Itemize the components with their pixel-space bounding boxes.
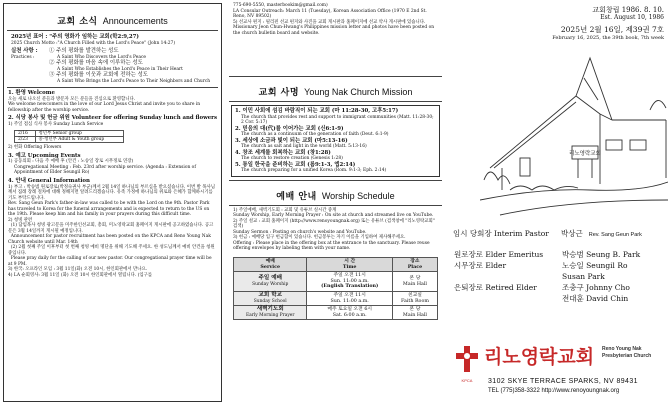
table-row bbox=[234, 306, 438, 320]
mission-title-en: Young Nak Church Mission bbox=[304, 87, 413, 97]
church-sign-text: 리노영락교회 bbox=[569, 151, 601, 157]
mission-ko: 4. 창조 세계를 회복하는 교회 (창1:28) bbox=[235, 149, 331, 156]
schedule-title-ko: 예배 안내 bbox=[276, 191, 317, 202]
mission-en: The church to restore creation (Genesis 1:28) bbox=[241, 156, 343, 162]
service-place bbox=[392, 272, 437, 292]
worship-schedule-table bbox=[233, 257, 438, 320]
header-place-ko: 장소 bbox=[410, 257, 420, 264]
service-name bbox=[234, 306, 307, 320]
service-time-ko: 주일 오전 11시 bbox=[333, 292, 366, 298]
header-time-ko: 시 간 bbox=[344, 257, 356, 264]
service-name-en: Sunday Worship bbox=[252, 281, 289, 287]
service-name bbox=[234, 272, 307, 292]
staff-role bbox=[454, 293, 562, 304]
staff-name: Susan Park bbox=[562, 272, 605, 281]
church-name-en-2: Presbyterian Church bbox=[602, 352, 652, 359]
practice-2-ko: ② 주의 평화를 마음 속에 이루하는 성도 bbox=[49, 60, 143, 67]
announcements-title-en: Announcements bbox=[102, 16, 168, 26]
flower-text: 2) 헌화 Offering Flowers bbox=[8, 145, 62, 151]
usher-heading: 2. 식당 봉사 및 헌금 위원 Volunteer for offering Sunday lunch and flowers bbox=[8, 115, 218, 122]
announcements-column bbox=[0, 0, 225, 407]
kpca-label: KPCA bbox=[461, 378, 473, 383]
service-time bbox=[307, 291, 392, 305]
list-item bbox=[235, 108, 436, 126]
date-cell: 2/23 bbox=[15, 136, 36, 142]
service-place-en: Main Hall bbox=[402, 312, 427, 318]
practice-1 bbox=[49, 48, 218, 60]
mission-en: The church as a continuum of the generation of faith (Deut. 6:1-9) bbox=[241, 132, 389, 138]
practice-3-en: A Saint Who Brings the Lord's Peace to Their Neighbors and Church bbox=[57, 78, 211, 84]
interim-pastor-row bbox=[450, 228, 666, 241]
staff-name: 조충구 Johnny Cho bbox=[562, 283, 630, 292]
practice-2 bbox=[49, 60, 218, 72]
welcome-ko: 오늘 새로 나오신 분들과 방문자 모든 분들을 진심으로 환영합니다. bbox=[8, 96, 136, 102]
staff-role: 은퇴장로 Retired Elder bbox=[454, 283, 537, 292]
group-cell: 청년부 Senior group bbox=[35, 130, 123, 136]
service-name bbox=[234, 291, 307, 305]
date-cell: 2/16 bbox=[15, 130, 36, 136]
service-place-ko: 본 당 bbox=[409, 275, 421, 281]
usher-sub: 1) 주일 점심 식사 봉사 Sunday Lunch Service bbox=[8, 122, 104, 128]
interim-label: 임시 당회장 Interim Pastor bbox=[453, 229, 549, 238]
staff-role: 시무장로 Elder bbox=[454, 261, 507, 270]
announcements-title-ko: 교회 소식 bbox=[57, 17, 98, 27]
service-name-ko: 주일 예배 bbox=[258, 274, 283, 281]
staff-name: 박승범 Seung B. Park bbox=[562, 250, 641, 259]
church-address: 3102 SKYE TERRACE SPARKS, NV 89431 bbox=[488, 378, 638, 385]
mission-heading bbox=[229, 76, 442, 102]
staff-name: 노승일 Seungil Ro bbox=[562, 261, 628, 270]
service-time bbox=[307, 272, 392, 292]
church-name-ko: 리노영락교회 bbox=[484, 346, 595, 368]
mission-en: The church that provides rest and support to immigrant communities (Matt. 11:28-30; 2 Cor. 5:17) bbox=[241, 114, 435, 126]
list-item bbox=[235, 138, 436, 150]
service-place-en: Faith Room bbox=[401, 298, 429, 304]
table-row bbox=[15, 136, 124, 142]
service-time-ko: 주일 오전 11시 bbox=[333, 273, 366, 279]
motto-ko: 2025년 표어 : "주의 영화가 임하는 교회(학2:9,27) bbox=[11, 34, 139, 40]
mission-ko: 5. 통일 한국을 준비하는 교회 (롬9:1-3, 엡2:14) bbox=[235, 161, 356, 168]
header-time bbox=[307, 257, 392, 271]
mission-list bbox=[231, 105, 440, 177]
announcements-heading bbox=[7, 6, 218, 31]
service-place bbox=[392, 306, 437, 320]
staff-row bbox=[450, 293, 666, 304]
practice-3 bbox=[49, 72, 218, 84]
header-time-en: Time bbox=[342, 263, 357, 270]
service-place-ko: 본 당 bbox=[409, 307, 421, 313]
church-building-illustration bbox=[480, 50, 668, 220]
staff-row bbox=[450, 271, 666, 282]
interim-name-en: Rev. Sang Geun Park bbox=[588, 232, 642, 238]
events-heading: 3. 예고 Upcoming Events bbox=[8, 152, 81, 159]
motto-block bbox=[7, 31, 218, 88]
practices-label-en: Practices : bbox=[11, 54, 35, 60]
church-name-en bbox=[602, 346, 651, 359]
staff-block bbox=[450, 228, 666, 304]
service-name-en: Early Morning Prayer bbox=[245, 312, 295, 318]
church-contact: TEL (775)358-3322 http://www.renoyoungnak.org bbox=[488, 388, 620, 394]
staff-row bbox=[450, 282, 666, 293]
table-row bbox=[234, 291, 438, 305]
service-time-en: Sun. 11:00 a.m. bbox=[330, 278, 369, 284]
staff-role bbox=[454, 271, 562, 282]
practices bbox=[7, 48, 218, 84]
staff-row bbox=[450, 249, 666, 260]
announcements-box bbox=[3, 3, 222, 402]
continued-info: 775-690-5550, masterbookim@gmail.com) LA Consular Outreach: March 11 (Tuesday), Korean Association Office (1970 E 2nd St. Reno, NV 89502) 5) 선교사 편지 : 필리핀 선교 편지와 사진을 교회 게시판과 홈페이지에 선교 약사 게시판에 있습니다. Missionary Jeon Chun-Hwang's Philippines mission letter and photos have been posted on the church bulletin board and website. bbox=[233, 3, 435, 36]
header-place bbox=[392, 257, 437, 271]
service-place bbox=[392, 291, 437, 305]
mission-ko: 3. 세상에 소금과 빛이 되는 교회 (마5:13-16) bbox=[235, 137, 348, 144]
staff-row bbox=[450, 260, 666, 271]
events-ko: 1) 공동의회 : 다음 주 예배 후 (안건 : 노승일 장로 시무정로 연장) bbox=[8, 159, 134, 165]
issue-ko: 2025년 2월 16일, 제39권 7호 bbox=[560, 25, 664, 34]
interim-name-ko: 박상근 bbox=[561, 229, 583, 238]
list-item bbox=[235, 150, 436, 162]
events-en: Congregational Meeting : Feb. 23rd after worship service. (Agenda : Extension of Appointment of Elder Seungil Ro) bbox=[14, 164, 198, 176]
header-service-en: Service bbox=[260, 263, 281, 270]
service-place-ko: 친교실 bbox=[407, 292, 422, 298]
schedule-text: 1) 주일예배, 새벽기도회 : 교회 및 유튜브 실시간 중계 Sunday Worship, Early Morning Prayer : On site at church and streamed live on YouTube. 2) 주일 설교 : 교회 홈페이지 (http://www.renoyoungnak.org) 또는 유튜브 (검색창에 "리노영락교회" 검색) Sunday Sermon : Posting on church's website and YouTube. 3) 헌금 : 예배당 입구 헌금함이 있습니다. 헌금봉투는 자기 이름을 기입하여 제사해주세요. Offering : Please place in the offering box at the entrance to the sanctuary. Please reuse offering envelopes by labeling them with your name. bbox=[233, 207, 435, 252]
practice-3-ko: ③ 주의 평화를 이웃과 교회에 전하는 성도 bbox=[49, 72, 148, 79]
mission-ko: 1. 이민 사회에 섬김 바람직이 되는 교회 (마 11:28-30, 고후5:17) bbox=[235, 108, 399, 114]
group-cell: 중·청년부 Adult & Youth group bbox=[35, 136, 123, 142]
list-item bbox=[235, 162, 436, 174]
issue-en: February 16, 2025, the 39th book, 7th week bbox=[552, 35, 664, 41]
staff-role: 원로장로 Elder Emeritus bbox=[454, 250, 544, 259]
schedule-heading bbox=[229, 180, 442, 206]
welcome-en: We welcome newcomers in the love of our Lord Jesus Christ and invite you to share in fellowship after the worship service. bbox=[8, 102, 202, 113]
table-header-row bbox=[234, 257, 438, 271]
church-name-en-1: Reno Young Nak bbox=[602, 346, 642, 352]
church-footer bbox=[452, 342, 666, 404]
service-time-note: (English Translation) bbox=[321, 283, 379, 290]
est-date: Est. August 10, 1986 bbox=[600, 14, 664, 21]
table-row bbox=[234, 272, 438, 292]
header-place-en: Place bbox=[407, 263, 423, 270]
service-name-ko: 교회 학교 bbox=[258, 291, 283, 298]
practices-label-ko: 실천 사항 : bbox=[11, 48, 38, 55]
welcome-heading: 1. 환영 Welcome bbox=[8, 90, 55, 97]
mission-ko: 2. 믿음의 대(代)를 이어가는 교회 (신6:1-9) bbox=[235, 125, 344, 132]
general-body: 1) 부고 : 박승범 원로장로(박정숙권사 부군)께서 2월 14일 하나님의 부르심을 받으셨습니다. 이번 발 목사님께서 집례 장례 절차에 대해 정해지면 알려드리겠습니다. 유족 가정에 하나님의 위로와 은혜가 함께하시기를 기도 부탁드립니다. Rev. Sang Geun Park's father-in-law was called to be with the Lord on the 9th. Pastor Park has traveled to Korea for the funeral arrangements and is expected to return to the US on the 19th. Please keep him and his family in your prayers during this difficult time. 2) 청빙 관련 (1) 담임목사 청빙 광고문을 미주한인선교회, 총회, 미노영락교회 홈페이지 게시판에 공고하였습니다. 공고문은 3월 14일까지 게시될 예정입니다. Announcement for pastor recruitment has been posted on the KPCA and Reno Young Nak Church website until Mar. 14th (2) 2월 첫째 주일 이후부터 첫 번째 청빙 예비 명단을 위해 기도해 주세요. 한 성도님께서 예비 안건을 청원 중입니다. Please pray daily for the calling of our new pastor. Our congregational prayer time will be at 9 PM. 3) 한국: 오프라인 모임 : 3월 11일(화) 오전 10시, 한인회관에서 만나요. 4) LA 순회영사: 3월 11일 (화) 오전 10시 한인회관에서 열립니다. (입구를 bbox=[8, 184, 215, 278]
header-service bbox=[234, 257, 307, 271]
service-time-en: Sun. 11:00 a.m. bbox=[330, 298, 369, 304]
issue-info bbox=[446, 0, 670, 42]
list-item bbox=[235, 126, 436, 138]
general-heading: 4. 안내 General Information bbox=[8, 177, 90, 184]
service-time-en: Sat. 6:00 a.m. bbox=[332, 312, 367, 318]
schedule-title-en: Worship Schedule bbox=[321, 190, 395, 201]
practice-1-en: A Saint Who Discovers the Lord's Peace bbox=[57, 54, 147, 60]
lunch-service-table bbox=[14, 130, 124, 144]
mission-title-ko: 교회 사명 bbox=[258, 88, 300, 98]
service-name-en: Sunday School bbox=[253, 298, 287, 304]
motto-en: 2025 Church Motto :"A Church Filled with the Lord's Peace" (John 14:27) bbox=[11, 40, 176, 46]
service-place-en: Main Hall bbox=[402, 281, 427, 287]
service-time bbox=[307, 306, 392, 320]
mission-en: The church as salt and light in the world (Matt. 5:13-16) bbox=[241, 144, 367, 150]
practice-1-ko: ① 주의 평화를 발견하는 성도 bbox=[49, 48, 119, 55]
staff-name: 전대훈 David Chin bbox=[562, 294, 629, 303]
founded-date: 교회창립 1986. 8. 10. bbox=[592, 6, 664, 14]
service-time-ko: 매주 토요일 오전 6시 bbox=[327, 307, 373, 313]
header-service-ko: 예배 bbox=[265, 257, 275, 264]
kpca-cross-icon bbox=[454, 344, 480, 383]
middle-column bbox=[229, 0, 442, 407]
mission-en: The church preparing for a unified Korea (Rom. 9:1-3; Eph. 2:14) bbox=[241, 168, 387, 174]
practice-2-en: A Saint Who Establishes the Lord's Peace in Their Heart bbox=[57, 66, 183, 72]
service-name-ko: 새벽기도회 bbox=[256, 306, 284, 313]
